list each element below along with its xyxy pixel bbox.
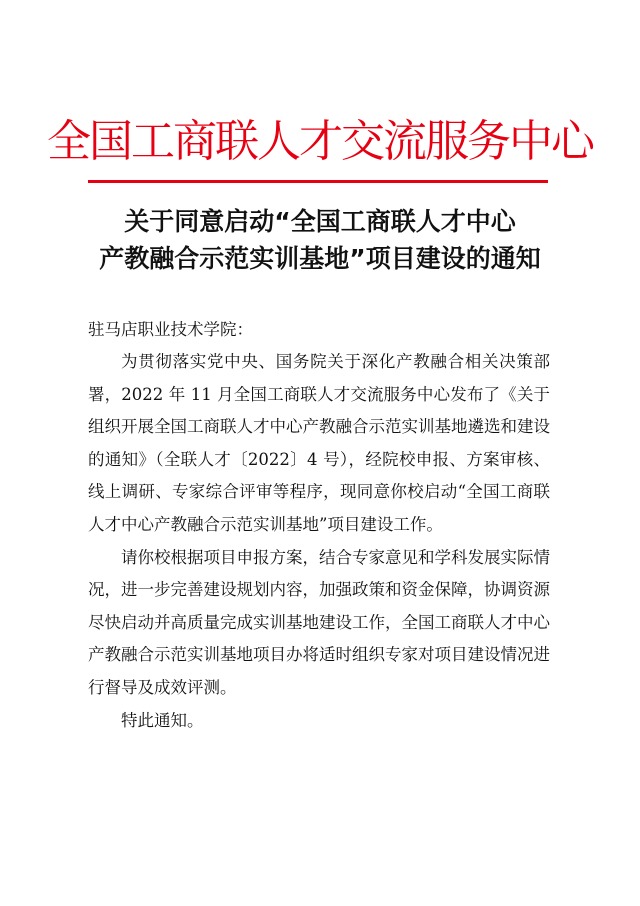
title-line-2: 产教融合示范实训基地”项目建设的通知 <box>99 244 541 273</box>
body-paragraph-2: 请你校根据项目申报方案，结合专家意见和学科发展实际情况，进一步完善建设规划内容，加强政策和资金保障，协调资源尽快启动并高质量完成实训基地建设工作，全国工商联人才中心产教融合示范实训基地项目办将适时组织专家对项目建设情况进行督导及成效评测。 <box>88 547 550 697</box>
closing-line: 特此通知。 <box>121 710 204 730</box>
addressee: 驻马店职业技术学院： <box>88 320 253 339</box>
body-paragraph-1: 为贯彻落实党中央、国务院关于深化产教融合相关决策部署，2022 年 11 月全国工商联人才交流服务中心发布了《关于组织开展全国工商联人才中心产教融合示范实训基地遴选和建设的通知》（全联人才〔2022〕4 号），经院校申报、方案审核、线上调研、专家综合评审等程序，现同意你校启动“全国工商联人才中心产教融合示范实训基地”项目建设工作。 <box>88 352 550 534</box>
red-divider-line <box>88 180 548 183</box>
title-line-1: 关于同意启动“全国工商联人才中心 <box>124 207 516 236</box>
document-title <box>0 203 640 277</box>
org-red-header: 全国工商联人才交流服务中心 <box>47 116 593 167</box>
document-body <box>88 346 550 737</box>
